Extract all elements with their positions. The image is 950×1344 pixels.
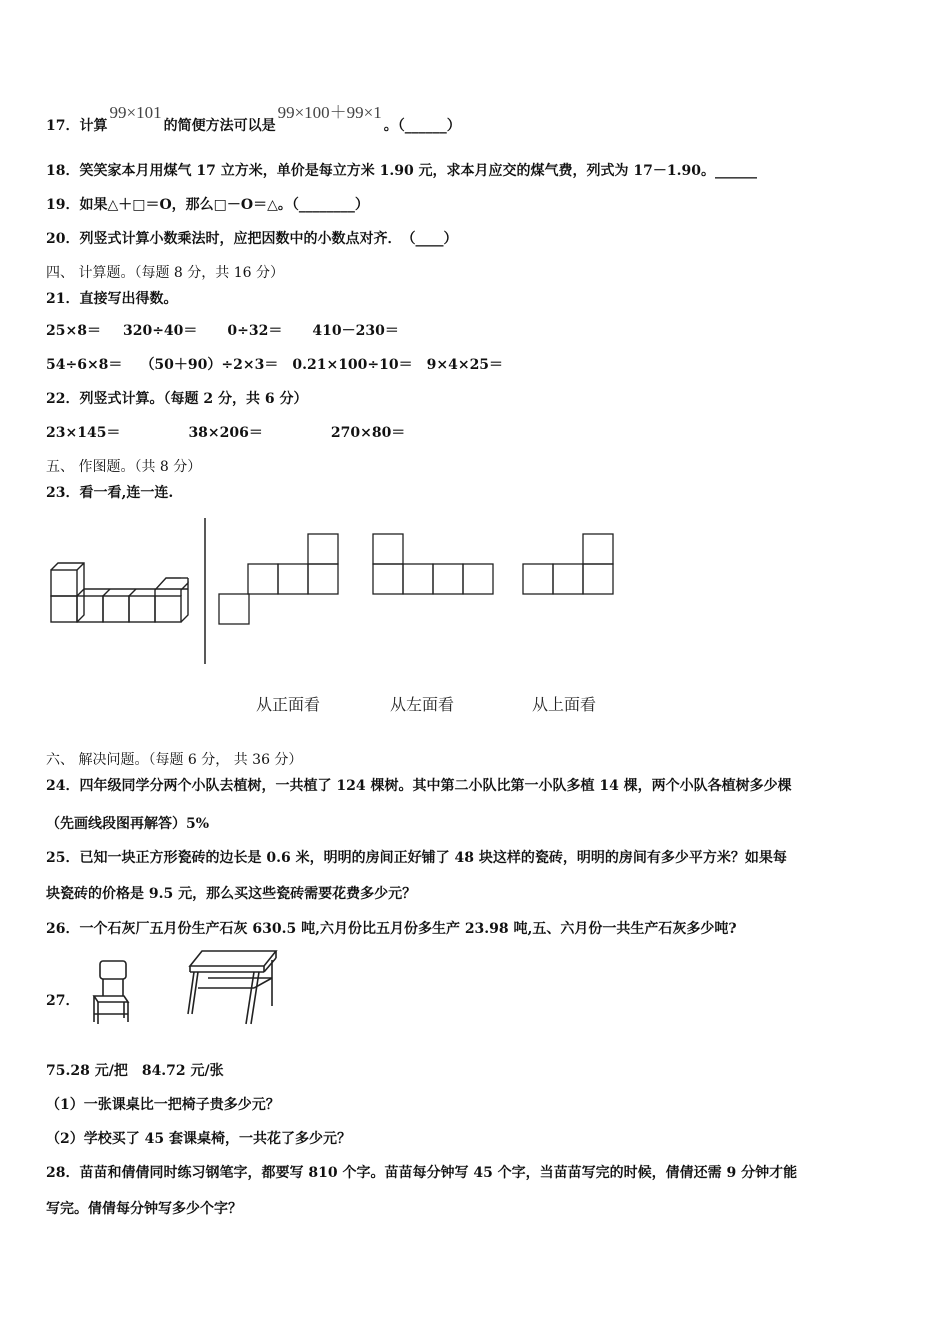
question-26: 26．一个石灰厂五月份生产石灰 630.5 吨,六月份比五月份多生产 23.98 吨,五、六月份一共生产石灰多少吨? [46,921,737,937]
question-28-line-2: 写完。倩倩每分钟写多少个字？ [46,1201,242,1217]
divider-line [203,518,207,664]
q17-middle: 的简便方法可以是 [163,118,276,134]
view-figure-2 [372,533,496,595]
q27-sub-question-2: （2）学校买了 45 套课桌椅，一共花了多少元？ [46,1131,351,1147]
q17-expression-2: 99×100＋99×1 [277,103,382,122]
section-6-heading: 六、 解决问题。（每题 6 分， 共 36 分） [46,752,303,768]
question-27-number: 27． [46,993,80,1009]
q17-answer-blank[interactable]: 。（______） [383,118,461,134]
view-figure-3 [522,533,616,595]
section-5-heading: 五、 作图题。（共 8 分） [46,459,202,475]
question-23: 23．看一看,连一连. [46,485,174,501]
calc-row-1 [46,322,399,340]
view-figure-1 [218,533,340,625]
calc-item: 320÷40＝ [122,323,198,339]
question-25-line-2: 块瓷砖的价格是 9.5 元，那么买这些瓷砖需要花费多少元？ [46,886,417,902]
cube-solid-figure [48,560,188,630]
calc-item: 23×145＝ [46,425,121,441]
q17-expression-1: 99×101 [109,103,162,122]
question-25-line-1: 25．已知一块正方形瓷砖的边长是 0.6 米，明明的房间正好铺了 48 块这样的瓷砖，明明的房间有多少平方米？如果每 [46,850,787,866]
question-21: 21．直接写出得数。 [46,291,178,307]
question-28-line-1: 28．苗苗和倩倩同时练习钢笔字，都要写 810 个字。苗苗每分钟写 45 个字，当苗苗写完的时候，倩倩还需 9 分钟才能 [46,1165,798,1181]
section-4-heading: 四、 计算题。（每题 8 分，共 16 分） [46,265,284,281]
q17-prefix: 计算 [79,118,108,134]
view-label-front: 从正面看 [256,695,321,714]
view-label-top: 从上面看 [532,695,597,714]
question-19: 19．如果△＋□＝O，那么□－O＝△。（________） [46,197,369,213]
calc-item: 410－230＝ [312,323,399,339]
q27-prices: 75.28 元/把 84.72 元/张 [46,1063,224,1079]
question-22: 22．列竖式计算。（每题 2 分，共 6 分） [46,391,308,407]
question-20: 20．列竖式计算小数乘法时，应把因数中的小数点对齐． （____） [46,231,458,247]
calc-item: 270×80＝ [330,425,406,441]
desk-illustration [184,948,280,1028]
calc-item: （50＋90）÷2×3＝ [140,357,279,373]
question-24-line-2: （先画线段图再解答）5% [46,816,210,832]
chair-illustration [88,958,132,1026]
calc-item: 38×206＝ [188,425,263,441]
calc-item: 25×8＝ [46,323,101,339]
calc-item: 54÷6×8＝ [46,357,123,373]
calc-item: 0.21×100÷10＝ [292,357,413,373]
question-17 [46,103,461,135]
q17-number: 17． [46,118,80,134]
calc-item: 9×4×25＝ [426,357,504,373]
question-24-line-1: 24．四年级同学分两个小队去植树，一共植了 124 棵树。其中第二小队比第一小队多植 14 棵，两个小队各植树多少棵 [46,778,792,794]
calc-row-3 [46,424,405,442]
calc-item: 0÷32＝ [227,323,283,339]
calc-row-2 [46,356,503,374]
view-label-left: 从左面看 [390,695,455,714]
question-18: 18．笑笑家本月用煤气 17 立方米，单价是每立方米 1.90 元，求本月应交的煤气费，列式为 17－1.90。______ [46,163,758,179]
q27-sub-question-1: （1）一张课桌比一把椅子贵多少元？ [46,1097,280,1113]
